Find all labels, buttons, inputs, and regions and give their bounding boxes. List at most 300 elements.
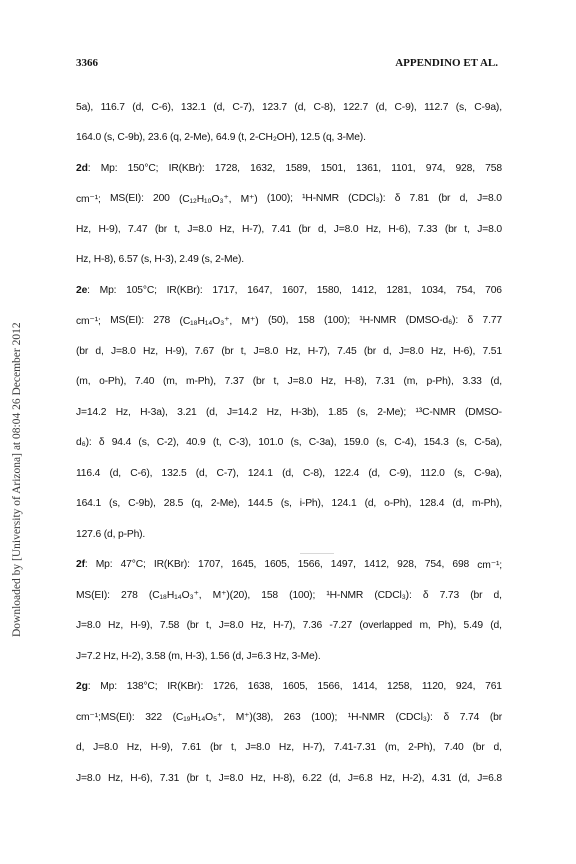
text-line (76, 702, 502, 733)
word: Mp: (99, 284, 117, 296)
word: (d, (364, 498, 377, 510)
word: ¹H-NMR (326, 589, 364, 601)
word: (s, (356, 406, 368, 418)
word: J=8.0 (110, 345, 136, 357)
text-line (76, 763, 502, 794)
word: 7.73 (439, 589, 460, 601)
word: (m, (162, 376, 178, 388)
word: 1501, (320, 162, 346, 174)
word: C-9b), (128, 498, 156, 510)
text-line (76, 153, 502, 184)
word: d, (76, 742, 85, 754)
word: (m, (384, 742, 400, 754)
word: J=8.0 (245, 742, 271, 754)
word: 132.1 (180, 101, 206, 113)
text-line (76, 733, 502, 764)
word: (d, (195, 467, 208, 479)
word: (s, (280, 498, 292, 510)
word: 5a), (76, 101, 94, 113)
word: H-7), (307, 345, 330, 357)
word: (100); (323, 315, 350, 327)
word: m-Ph), (186, 376, 216, 388)
word: C-3a), (308, 437, 337, 449)
word: (overlapped (359, 620, 413, 632)
word: 7.31 (375, 376, 395, 388)
text-line (76, 92, 502, 123)
word: 2e: (76, 284, 90, 296)
word: 7.40 (134, 376, 155, 388)
word: Hz, (108, 772, 124, 784)
word: H-9), (130, 620, 153, 632)
word: J=14.2 (76, 406, 107, 418)
word: IR(KBr): (168, 162, 205, 174)
word: t, (206, 620, 212, 632)
word: J=6.8 (347, 772, 373, 784)
word: H-7), (241, 223, 265, 235)
text-line (76, 672, 502, 703)
word: 1566, (317, 681, 343, 693)
word: 5.49 (463, 620, 483, 632)
word: 706 (485, 284, 502, 296)
word: δ (394, 193, 401, 205)
word: 1566, (297, 559, 323, 571)
word: H-6), (453, 345, 476, 357)
word: 1412, (363, 559, 389, 571)
word: 200 (153, 193, 170, 205)
word: 7.81 (409, 193, 429, 205)
word: (50), (267, 315, 289, 327)
word: m, (419, 620, 431, 632)
word: ¹H-NMR (302, 193, 339, 205)
compound-label: 2f (76, 559, 85, 571)
word: (s, (138, 437, 150, 449)
word: d, (383, 345, 392, 357)
word: d, (493, 742, 502, 754)
word: H-2), (402, 772, 425, 784)
word: 7.31 (159, 772, 180, 784)
word: 1497, (330, 559, 356, 571)
word: t, (240, 345, 247, 357)
word: 124.1 (331, 498, 357, 510)
word: cm⁻¹; (76, 315, 101, 327)
word: (CDCl₃): (395, 711, 433, 723)
word: (m, (403, 376, 418, 388)
word: 144.5 (247, 498, 273, 510)
word: (br (470, 589, 483, 601)
word: 7.37 (224, 376, 245, 388)
word: 7.45 (337, 345, 357, 357)
word: 1647, (247, 284, 273, 296)
word: (br (444, 223, 457, 235)
word: 150°C; (127, 162, 159, 174)
word: t, (464, 223, 470, 235)
word: 1728, (214, 162, 240, 174)
word: 974, (425, 162, 446, 174)
word: 1607, (281, 284, 307, 296)
word: 1589, (285, 162, 311, 174)
word: Ph), (437, 620, 457, 632)
word: 7.40 (444, 742, 464, 754)
word: (d, (132, 101, 144, 113)
word: 7.33 (417, 223, 438, 235)
text-line (76, 458, 502, 489)
word: Hz, (108, 620, 124, 632)
word: M⁺)(20), (212, 590, 251, 602)
word: (d, (490, 620, 502, 632)
word: H-8), (272, 772, 296, 784)
word: J=8.0 (218, 772, 244, 784)
word: 159.0 (343, 437, 369, 449)
text-line (76, 641, 502, 672)
experimental-data-text (76, 92, 502, 794)
word: d, (459, 193, 468, 205)
word: H-6), (130, 772, 153, 784)
word: 101.0 (258, 437, 284, 449)
word: 138°C; (126, 681, 158, 693)
word: Hz, (115, 406, 131, 418)
word: Hz, (365, 223, 381, 235)
word: 1120, (421, 681, 447, 693)
word: (s, (290, 437, 302, 449)
word: cm⁻¹; (477, 559, 502, 571)
word: J=6.8 (477, 772, 502, 784)
word: C-4), (394, 437, 417, 449)
word: 1707, (198, 559, 224, 571)
word: (s, (456, 437, 467, 449)
word: 7.51 (482, 345, 502, 357)
word: (br (252, 376, 265, 388)
word: Hz, (250, 620, 266, 632)
word: (CDCl₃): (374, 589, 412, 601)
word: Hz, (76, 223, 91, 235)
word: H-9), (98, 223, 121, 235)
text-line (76, 275, 502, 306)
text-line (76, 519, 502, 550)
word: (DMSO-d₆): (405, 315, 459, 327)
word: 761 (485, 681, 502, 693)
word: Hz, (379, 772, 395, 784)
line-text: J=7.2 Hz, H-2), 3.58 (m, H-3), 1.56 (d, J=6.3 Hz, 3-Me). (76, 650, 321, 662)
word: p-Ph), (426, 376, 454, 388)
word: 7.61 (181, 742, 202, 754)
word: 7.74 (459, 711, 480, 723)
word: (d, (375, 101, 388, 113)
word: 112.0 (420, 467, 445, 479)
word: IR(KBr): (166, 284, 203, 296)
word: 164.1 (76, 498, 102, 510)
word: -7.27 (329, 620, 353, 632)
word: cm⁻¹;MS(EI): (76, 712, 135, 724)
word: 1717, (212, 284, 238, 296)
word: J=8.0 (398, 345, 424, 357)
word: Hz, (320, 376, 336, 388)
word: Hz, (142, 345, 158, 357)
text-line (76, 397, 502, 428)
word: ¹³C-NMR (415, 406, 456, 418)
word: (d, (294, 101, 306, 113)
text-line (76, 306, 502, 337)
word: 1645, (231, 559, 257, 571)
word: J=8.0 (93, 742, 118, 754)
word: (d, (452, 498, 464, 510)
word: IR(KBr): (167, 681, 204, 693)
word: 754, (424, 559, 445, 571)
line-text: 127.6 (d, p-Ph). (76, 528, 146, 540)
word: t, (231, 742, 237, 754)
word: C-8), (313, 101, 336, 113)
word: 7.77 (482, 315, 502, 327)
word: t, (273, 376, 279, 388)
word: (DMSO- (465, 406, 502, 418)
word: (d, (490, 376, 502, 388)
word: 928, (455, 162, 475, 174)
word: ¹H-NMR (359, 315, 397, 327)
word: 116.7 (100, 101, 125, 113)
word: m-Ph), (471, 498, 502, 510)
word: J=8.0 (333, 223, 359, 235)
word: d₆): (76, 437, 92, 449)
word: 128.4 (419, 498, 445, 510)
word: M⁺)(38), (235, 712, 274, 724)
word: (m, (76, 376, 91, 388)
text-line (76, 245, 502, 276)
compound-label: 2g (76, 681, 88, 693)
word: C-9a), (474, 467, 502, 479)
download-watermark: Downloaded by [University of Arizona] at 08:04 26 December 2012 (11, 322, 23, 637)
word: MS(EI): (76, 589, 110, 601)
word: C-5a), (474, 437, 502, 449)
word: 1281, (386, 284, 412, 296)
word: 263 (283, 711, 301, 723)
word: 1580, (316, 284, 342, 296)
word: 2g: (76, 681, 91, 693)
word: d, (493, 589, 502, 601)
word: 7.47 (128, 223, 148, 235)
word: Hz, (266, 406, 282, 418)
word: (100); (289, 589, 316, 601)
word: δ (98, 437, 105, 449)
word: (q, (191, 498, 203, 510)
word: (t, (212, 437, 222, 449)
word: 94.4 (111, 437, 132, 449)
word: δ (443, 711, 450, 723)
word: (br (221, 345, 234, 357)
word: 7.41 (271, 223, 291, 235)
word: Hz, (219, 223, 235, 235)
word: C-2), (156, 437, 179, 449)
word: 1101, (391, 162, 416, 174)
word: (d, (213, 101, 225, 113)
word: 124.1 (247, 467, 273, 479)
word: C-7), (216, 467, 239, 479)
word: C-9), (394, 101, 417, 113)
word: Hz, (430, 345, 446, 357)
word: 1605, (264, 559, 290, 571)
word: d, (318, 223, 327, 235)
page-number: 3366 (76, 57, 98, 69)
word: 7.67 (194, 345, 215, 357)
word: Mp: (100, 681, 117, 693)
stray-mark (300, 553, 334, 554)
text-line (76, 611, 502, 642)
word: 1632, (250, 162, 276, 174)
word: 1412, (351, 284, 377, 296)
word: (d, (109, 467, 122, 479)
word: (d, (329, 772, 341, 784)
word: (br (438, 193, 451, 205)
word: Hz, (126, 742, 142, 754)
word: H-9), (150, 742, 173, 754)
text-line (76, 184, 502, 215)
word: 122.4 (334, 467, 360, 479)
word: 132.5 (161, 467, 187, 479)
word: (br (210, 742, 223, 754)
word: M⁺) (241, 315, 259, 327)
word: J=8.0 (218, 620, 244, 632)
word: (br (186, 620, 199, 632)
word: H-3a), (140, 406, 168, 418)
word: IR(KBr): (153, 559, 190, 571)
word: H-8), (344, 376, 367, 388)
word: J=8.0 (477, 193, 502, 205)
text-line (76, 550, 502, 581)
word: 3.33 (462, 376, 482, 388)
word: o-Ph), (99, 376, 127, 388)
text-line (76, 428, 502, 459)
word: cm⁻¹; (76, 193, 101, 205)
word: 40.9 (186, 437, 206, 449)
word: 3.21 (177, 406, 197, 418)
text-line (76, 580, 502, 611)
running-head: APPENDINO ET AL. (395, 57, 498, 69)
text-line (76, 214, 502, 245)
word: C-6), (151, 101, 174, 113)
word: t, (205, 772, 212, 784)
word: H-9), (165, 345, 188, 357)
word: C-8), (302, 467, 325, 479)
word: 698 (452, 559, 470, 571)
word: (d, (282, 467, 294, 479)
word: 1034, (421, 284, 447, 296)
word: (br (489, 711, 502, 723)
word: 2-Me); (377, 406, 407, 418)
compound-label: 2e (76, 284, 88, 296)
word: 123.7 (261, 101, 287, 113)
word: 1414, (352, 681, 378, 693)
word: MS(EI): (110, 315, 144, 327)
word: 1361, (355, 162, 381, 174)
page-header (76, 53, 498, 73)
word: 278 (121, 589, 138, 601)
word: 1638, (247, 681, 273, 693)
word: J=8.0 (76, 772, 101, 784)
word: 28.5 (163, 498, 184, 510)
word: 758 (485, 162, 502, 174)
line-text: 164.0 (s, C-9b), 23.6 (q, 2-Me), 64.9 (t, 2-CH₂OH), 12.5 (q, 3-Me). (76, 132, 366, 144)
word: ¹H-NMR (347, 711, 385, 723)
word: C-9), (389, 467, 412, 479)
word: 924, (455, 681, 476, 693)
word: (br (363, 345, 376, 357)
word: i-Ph), (299, 498, 324, 510)
word: (br (186, 772, 199, 784)
word: (br (76, 345, 89, 357)
word: (br (472, 742, 485, 754)
word: C-6), (130, 467, 153, 479)
word: C-3), (228, 437, 251, 449)
word: d, (95, 345, 104, 357)
word: 2f: (76, 559, 88, 571)
word: (C₁₈H₁₄O₃⁺, (148, 590, 202, 602)
word: (C₁₈H₁₄O₃⁺, (179, 315, 233, 327)
word: 6.22 (302, 772, 322, 784)
word: t, (174, 223, 180, 235)
word: H-7), (273, 620, 296, 632)
word: (C₁₂H₁₀O₃⁺, (178, 193, 232, 205)
word: 754, (455, 284, 476, 296)
word: 2d: (76, 162, 91, 174)
word: 154.3 (423, 437, 449, 449)
word: (br (154, 223, 168, 235)
word: Mp: (95, 559, 113, 571)
word: Hz, (250, 772, 266, 784)
word: 7.58 (159, 620, 180, 632)
word: J=8.0 (253, 345, 279, 357)
word: MS(EI): (109, 193, 144, 205)
word: (100); (311, 711, 338, 723)
word: 1726, (212, 681, 238, 693)
word: 158 (297, 315, 315, 327)
word: J=8.0 (477, 223, 502, 235)
word: (d, (205, 406, 218, 418)
word: Mp: (100, 162, 118, 174)
word: 7.36 (302, 620, 323, 632)
word: (s, (453, 467, 465, 479)
word: J=14.2 (226, 406, 258, 418)
word: (C₁₉H₁₄O₅⁺, (172, 712, 225, 724)
word: 2-Ph), (408, 742, 436, 754)
word: 322 (145, 711, 162, 723)
word: 1258, (387, 681, 413, 693)
word: 928, (397, 559, 417, 571)
word: H-7), (302, 742, 325, 754)
word: δ (422, 589, 429, 601)
word: 2-Me), (210, 498, 240, 510)
line-text: Hz, H-8), 6.57 (s, H-3), 2.49 (s, 2-Me). (76, 254, 244, 266)
word: (s, (109, 498, 121, 510)
word: o-Ph), (384, 498, 412, 510)
word: 122.7 (343, 101, 369, 113)
word: H-3b), (291, 406, 319, 418)
text-line (76, 123, 502, 154)
word: 112.7 (424, 101, 449, 113)
word: δ (467, 315, 474, 327)
word: 4.31 (431, 772, 452, 784)
word: (s, (376, 437, 388, 449)
word: M⁺) (240, 193, 258, 205)
text-line (76, 489, 502, 520)
word: 47°C; (120, 559, 146, 571)
word: 1605, (282, 681, 308, 693)
word: (d, (458, 772, 470, 784)
text-line (76, 367, 502, 398)
word: 7.41-7.31 (333, 742, 376, 754)
word: 105°C; (126, 284, 157, 296)
word: J=8.0 (287, 376, 313, 388)
word: J=8.0 (76, 620, 101, 632)
word: 1.85 (328, 406, 348, 418)
word: (br (298, 223, 311, 235)
